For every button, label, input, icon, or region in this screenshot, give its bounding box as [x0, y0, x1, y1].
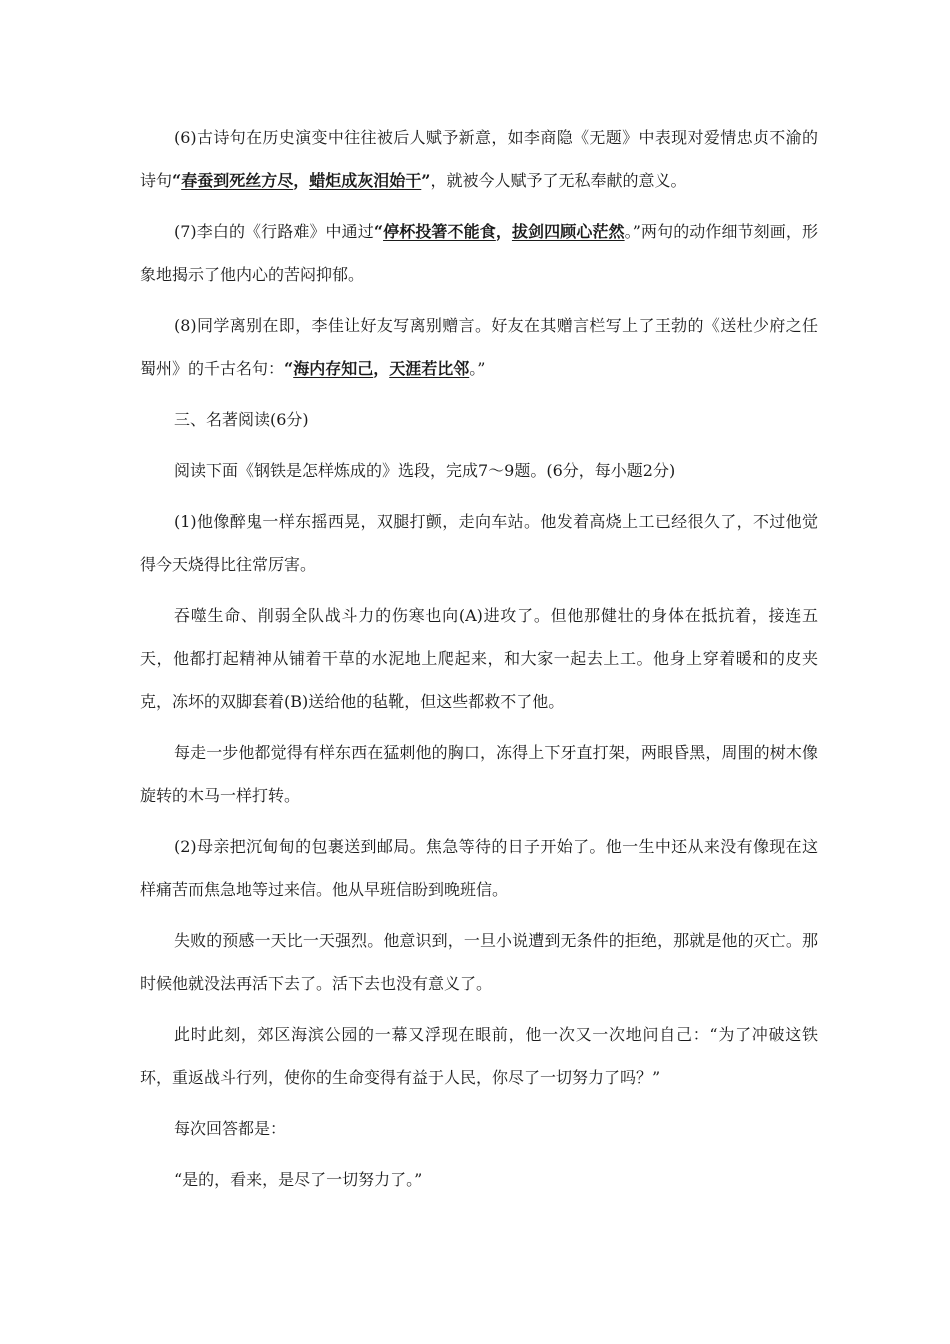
- paragraph-e2: [140, 594, 818, 723]
- paragraph-e8: [140, 1158, 818, 1201]
- paragraph-text: (2)母亲把沉甸甸的包裹送到邮局。焦急等待的日子开始了。他一生中还从来没有像现在这样痛苦而焦急地等过来信。他从早班信盼到晚班信。: [140, 837, 818, 899]
- paragraph-p8: [140, 304, 818, 390]
- paragraph-text: 吞噬生命、削弱全队战斗力的伤寒也向(A)进攻了。但他那健壮的身体在抵抗着，接连五天，他都打起精神从铺着干草的水泥地上爬起来，和大家一起去上工。他身上穿着暖和的皮夹克，冻坏的双脚套着(B)送给他的毡靴，但这些都救不了他。: [140, 606, 818, 711]
- quote-mark: “: [373, 222, 384, 241]
- paragraph-p7: [140, 210, 818, 296]
- quote-mark: “: [172, 171, 182, 190]
- paragraph-e6: [140, 1013, 818, 1099]
- paragraph-e3: [140, 731, 818, 817]
- paragraph-text: 每次回答都是：: [174, 1119, 287, 1138]
- paragraph-text: 每走一步他都觉得有样东西在猛刺他的胸口，冻得上下牙直打架，两眼昏黑，周围的树木像旋转的木马一样打转。: [140, 743, 818, 805]
- paragraph-e1: [140, 500, 818, 586]
- quote-mark: ，: [495, 222, 512, 241]
- paragraph-text: (8)同学离别在即，李佳让好友写离别赠言。好友在其赠言栏写上了王勃的《送杜少府之任蜀州》的千古名句：: [140, 316, 818, 378]
- paragraph-text: 失败的预感一天比一天强烈。他意识到，一旦小说遭到无条件的拒绝，那就是他的灭亡。那时候他就没法再活下去了。活下去也没有意义了。: [140, 931, 818, 993]
- paragraph-text: (1)他像醉鬼一样东摇西晃，双腿打颤，走向车站。他发着高烧上工已经很久了，不过他觉得今天烧得比往常厉害。: [140, 512, 818, 574]
- paragraph-intro: [140, 449, 818, 492]
- paragraph-text: 此时此刻，郊区海滨公园的一幕又浮现在眼前，他一次又一次地问自己：“为了冲破这铁环，重返战斗行列，使你的生命变得有益于人民，你尽了一切努力了吗？”: [140, 1025, 818, 1087]
- answer-text: 拔剑四顾心茫然: [511, 222, 625, 241]
- quote-mark: ”: [421, 171, 431, 190]
- answer-text: 海内存知己: [293, 359, 374, 378]
- quote-mark: “: [284, 359, 294, 378]
- quote-mark: ，: [373, 359, 390, 378]
- paragraph-sec3: [140, 398, 818, 441]
- document-page: [140, 116, 818, 1209]
- paragraph-text: (6)古诗句在历史演变中往往被后人赋予新意，如李商隐《无题》中表现对爱情忠贞不渝的诗句: [140, 128, 818, 190]
- paragraph-e4: [140, 825, 818, 911]
- paragraph-text: ，就被今人赋予了无私奉献的意义。: [430, 171, 687, 190]
- paragraph-text: “是的，看来，是尽了一切努力了。”: [174, 1170, 423, 1189]
- answer-text: 春蚕到死丝方尽: [181, 171, 294, 190]
- paragraph-text: 阅读下面《钢铁是怎样炼成的》选段，完成7～9题。(6分，每小题2分): [174, 461, 676, 480]
- paragraph-e7: [140, 1107, 818, 1150]
- quote-mark: ，: [293, 171, 310, 190]
- answer-text: 蜡炬成灰泪始干: [309, 171, 422, 190]
- paragraph-text: 。”两句的动作细节刻画，形象地揭示了他内心的苦闷抑郁。: [140, 222, 818, 284]
- paragraph-e5: [140, 919, 818, 1005]
- paragraph-text: 。”: [469, 359, 486, 378]
- answer-text: 天涯若比邻: [389, 359, 470, 378]
- paragraph-text: (7)李白的《行路难》中通过: [174, 222, 374, 241]
- paragraph-text: 三、名著阅读(6分): [174, 410, 309, 429]
- paragraph-p6: [140, 116, 818, 202]
- answer-text: 停杯投箸不能食: [383, 222, 496, 241]
